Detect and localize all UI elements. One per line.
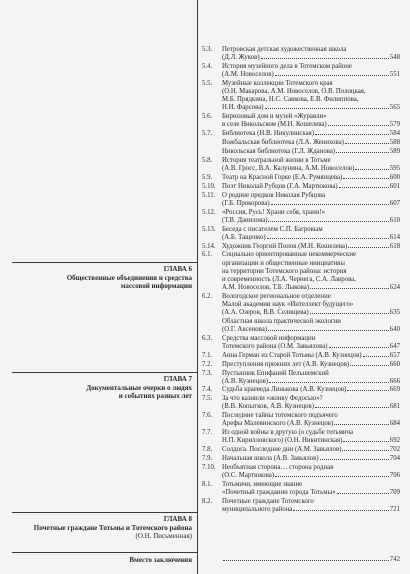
toc-entries	[202, 46, 400, 515]
entry-line	[222, 157, 400, 165]
entry-text: (А.В. Гросс, В.А. Калунина, А.М. Новоселов)	[222, 164, 355, 172]
entry-text: Библиотека (Н.В. Никулинская)	[222, 130, 315, 138]
entry-body	[222, 209, 400, 225]
toc-entry[interactable]	[202, 251, 400, 291]
chapter-6-heading	[67, 265, 192, 291]
toc-entry[interactable]	[202, 556, 400, 564]
toc-entry[interactable]	[202, 446, 400, 454]
toc-entry[interactable]	[202, 395, 400, 411]
toc-entry[interactable]	[202, 63, 400, 79]
toc-entry[interactable]	[202, 183, 400, 191]
entry-body	[222, 455, 400, 463]
dot-leader	[275, 476, 389, 477]
entry-line	[222, 506, 400, 514]
entry-number: 8.1.	[202, 481, 213, 489]
chapter-label: ГЛАВА 6	[163, 265, 192, 273]
entry-line	[222, 46, 400, 54]
entry-text: Малой академии наук «Интеллект будущего»	[222, 300, 354, 308]
dot-leader	[310, 313, 389, 314]
toc-entry[interactable]	[202, 192, 400, 208]
dot-leader	[310, 288, 389, 289]
toc-entry[interactable]	[202, 352, 400, 360]
entry-line	[222, 284, 400, 292]
toc-entry[interactable]	[202, 226, 400, 242]
chapter-title: Общественные объединения и средства	[66, 273, 192, 282]
dot-leader	[271, 204, 389, 205]
entry-body	[222, 318, 400, 334]
entry-body	[222, 130, 400, 138]
entry-text: Преступления прежних лет (А.В. Кузнецов)	[222, 360, 350, 368]
entry-number: 7.1.	[202, 351, 213, 359]
entry-page: 565	[389, 104, 400, 112]
entry-number: 5.8.	[202, 156, 213, 164]
entry-body	[222, 113, 400, 129]
entry-number: 5.12.	[202, 208, 216, 216]
entry-line	[222, 268, 400, 276]
entry-text: Н.И. Фарсова)	[222, 104, 264, 112]
entry-text: «Почетный гражданин города Тотьмы»	[222, 489, 336, 497]
dot-leader	[337, 493, 389, 494]
dot-leader	[345, 143, 389, 144]
entry-line	[222, 71, 400, 79]
entry-number: 5.6.	[202, 113, 213, 121]
entry-body	[222, 293, 400, 317]
toc-entry[interactable]	[202, 293, 400, 317]
entry-number: 6.1.	[202, 251, 213, 259]
conclusion-entry	[202, 556, 400, 565]
entry-line	[222, 370, 400, 378]
entry-line	[222, 361, 400, 369]
toc-entry[interactable]	[202, 157, 400, 173]
entry-number: 8.2.	[202, 498, 213, 506]
entry-body	[222, 63, 400, 79]
chapter-divider	[12, 512, 197, 513]
entry-text: (Г.Б. Прокорова)	[222, 199, 270, 207]
entry-page: 618	[389, 242, 400, 250]
entry-line	[222, 420, 400, 428]
entry-body	[222, 226, 400, 242]
entry-line	[222, 437, 400, 445]
entry-page: 657	[389, 351, 400, 359]
entry-line	[222, 293, 400, 301]
toc-entry[interactable]	[202, 361, 400, 369]
entry-page: 702	[389, 446, 400, 454]
entry-body	[222, 429, 400, 445]
entry-text: (Т.В. Данилова)	[222, 216, 268, 224]
entry-number: 5.3.	[202, 46, 213, 53]
entry-body	[222, 395, 400, 411]
entry-text: Областная школа практической экологии	[222, 317, 341, 325]
toc-entry[interactable]	[202, 498, 400, 514]
entry-text: в селе Никольском (М.Н. Кошелева)	[222, 121, 327, 129]
entry-body	[222, 352, 400, 360]
dot-leader	[343, 178, 389, 179]
entry-line	[222, 200, 400, 208]
entry-text: Солдога. Последние дни (А.М. Завьялов)	[222, 446, 342, 454]
chapter-author: (О.Н. Письменная)	[135, 532, 192, 541]
entry-text: (А.Б. Тащенко)	[222, 233, 266, 241]
chapter-title: Документальные очерки о людях	[86, 383, 192, 392]
toc-entry[interactable]	[202, 148, 400, 156]
chapter-divider	[12, 552, 197, 553]
toc-entry[interactable]	[202, 130, 400, 138]
entry-number: 7.9.	[202, 455, 213, 463]
entry-number: 5.7.	[202, 130, 213, 138]
entry-body	[222, 148, 400, 156]
dot-leader	[265, 108, 389, 109]
entry-line	[222, 234, 400, 242]
entry-body	[222, 464, 400, 480]
chapter-label: ГЛАВА 8	[163, 515, 192, 523]
entry-text: Музейные коллекции Тотемского края	[222, 79, 333, 87]
entry-text: Последние тайны тотемского подъячего	[222, 412, 338, 420]
toc-entry[interactable]	[202, 318, 400, 334]
entry-page: 742	[389, 556, 400, 563]
entry-line	[222, 489, 400, 497]
entry-page: 635	[389, 308, 400, 316]
entry-line	[222, 130, 400, 138]
entry-page: 640	[389, 325, 400, 333]
entry-line	[222, 148, 400, 156]
entry-number: 5.13.	[202, 225, 216, 233]
entry-body	[222, 80, 400, 112]
toc-entry[interactable]	[202, 386, 400, 394]
entry-text: Поэт Николай Рубцов (Г.А. Мартюкова)	[222, 182, 338, 190]
toc-entry[interactable]	[202, 209, 400, 225]
entry-body	[222, 157, 400, 173]
toc-entry[interactable]	[202, 80, 400, 112]
dot-leader	[223, 560, 389, 561]
entry-text: (О.Н. Макарова, А.М. Новоселов, О.В. Полоцкая,	[222, 88, 366, 96]
dot-leader	[339, 187, 389, 188]
dot-leader	[275, 75, 389, 76]
dot-leader	[355, 169, 388, 170]
entry-page: 681	[389, 403, 400, 411]
entry-number: 7.5.	[202, 395, 213, 403]
entry-text: Вожбальская библиотека (Л.А. Женихова)	[222, 139, 344, 147]
chapter-title: массовой информации	[120, 282, 192, 291]
entry-body	[222, 498, 400, 514]
entry-page: 595	[389, 164, 400, 172]
dot-leader	[268, 221, 388, 222]
entry-number: 7.8.	[202, 446, 213, 454]
entry-body	[222, 386, 400, 394]
chapter-title: Почетные граждане Тотьмы и Тотемского района	[33, 523, 192, 532]
entry-text: Почетные граждане Тотемского	[222, 498, 314, 506]
entry-line	[222, 464, 400, 472]
entry-line	[222, 343, 400, 351]
toc-entry[interactable]	[202, 412, 400, 428]
entry-page: 684	[389, 420, 400, 428]
entry-text: (О.С. Мартюкова)	[222, 472, 274, 480]
entry-text: Из одной войны в другую (о судьбе тотьмича	[222, 429, 353, 437]
entry-line	[222, 80, 400, 88]
dot-leader	[267, 238, 389, 239]
toc-entry[interactable]	[202, 429, 400, 445]
entry-line	[222, 88, 400, 96]
conclusion-label: Вместо заключения	[129, 556, 192, 564]
entry-text: муниципального района	[222, 506, 293, 514]
entry-line	[222, 326, 400, 334]
entry-text: организации и общественные инициативы	[222, 259, 345, 267]
dot-leader	[334, 424, 389, 425]
entry-page: 706	[389, 472, 400, 480]
entry-text: (А.В. Кузнецов)	[222, 377, 269, 385]
chapter-divider	[12, 372, 197, 373]
toc-entry[interactable]	[202, 243, 400, 251]
entry-text: (А.А. Озеров, В.В. Селищева)	[222, 308, 309, 316]
dot-leader	[320, 459, 389, 460]
toc-entry[interactable]	[202, 335, 400, 351]
entry-line	[222, 260, 400, 268]
entry-page: 669	[389, 386, 400, 394]
entry-line	[222, 121, 400, 129]
entry-number: 5.14.	[202, 242, 216, 250]
entry-text: А.М. Новоселов, Т.Б. Лыкова)	[222, 283, 310, 291]
entry-line	[222, 352, 400, 360]
entry-line	[222, 243, 400, 251]
entry-line	[222, 217, 400, 225]
entry-page: 709	[389, 489, 400, 497]
dot-leader	[328, 125, 389, 126]
entry-page: 600	[389, 173, 400, 181]
entry-line	[222, 481, 400, 489]
toc-entry[interactable]	[202, 464, 400, 480]
chapter-title: и событиях разных лет	[118, 392, 192, 401]
entry-text: М.Б. Прядкина, Н.С. Савкова, Е.В. Филиппова,	[222, 96, 359, 104]
entry-line	[222, 498, 400, 506]
entry-number: 5.10.	[202, 182, 216, 190]
dot-leader	[342, 450, 388, 451]
entry-page: 589	[389, 147, 400, 155]
entry-number: 5.5.	[202, 79, 213, 87]
column-divider	[197, 0, 198, 574]
chapter-8-heading	[34, 515, 192, 541]
entry-body	[222, 361, 400, 369]
entry-text: Петровская детская художественная школа	[222, 46, 347, 53]
toc-entry[interactable]	[202, 370, 400, 386]
dot-leader	[350, 365, 389, 366]
dot-leader	[347, 390, 388, 391]
entry-page: 548	[389, 54, 400, 62]
entry-page: 647	[389, 342, 400, 350]
entry-line	[222, 113, 400, 121]
entry-page: 666	[389, 377, 400, 385]
entry-body	[222, 251, 400, 291]
conclusion-heading	[129, 556, 192, 564]
entry-body	[222, 139, 400, 147]
entry-line	[222, 403, 400, 411]
entry-text: Необъятная сторона… сторона родная	[222, 464, 334, 472]
dot-leader	[336, 152, 389, 153]
entry-text: (Д.Л. Жуков)	[222, 54, 260, 62]
chapter-divider	[12, 262, 197, 263]
dot-leader	[293, 510, 388, 511]
dot-leader	[329, 347, 389, 348]
entry-body	[222, 335, 400, 351]
chapter-label: ГЛАВА 7	[163, 375, 192, 383]
entry-page: 704	[389, 455, 400, 463]
entry-line	[222, 226, 400, 234]
dot-leader	[268, 330, 389, 331]
entry-page: 584	[389, 130, 400, 138]
entry-line	[222, 318, 400, 326]
entry-text: Бирюзовый дом и музей «Журавли»	[222, 113, 327, 121]
entry-text: Средства массовой информации	[222, 334, 316, 342]
entry-text: Театр на Красной Горке (Е.А. Румянцева)	[222, 173, 343, 181]
entry-page: 588	[389, 139, 400, 147]
entry-text: Беседа с писателем С.П. Багровым	[222, 225, 323, 233]
entry-text: Арефы Малевинского (А.В. Кузнецов)	[222, 420, 334, 428]
entry-line	[222, 309, 400, 317]
entry-text: и современность (Л.А. Чернега, С.А. Лаврова,	[222, 275, 356, 283]
entry-page: 601	[389, 182, 400, 190]
entry-text: История музейного дела в Тотемском районе	[222, 62, 352, 70]
entry-line	[222, 395, 400, 403]
entry-number: 7.3.	[202, 369, 213, 377]
entry-text: Художник Георгий Попов (М.Н. Кошелева)	[222, 242, 348, 250]
entry-line	[222, 165, 400, 173]
entry-text: История театральной жизни в Тотьме	[222, 156, 331, 164]
entry-number: 7.10.	[202, 464, 216, 472]
entry-number: 5.11.	[202, 191, 216, 199]
entry-number: 5.9.	[202, 173, 213, 181]
entry-page: 624	[389, 283, 400, 291]
entry-body	[222, 412, 400, 428]
entry-number: 5.4.	[202, 62, 213, 70]
entry-line	[222, 455, 400, 463]
toc-entry[interactable]	[202, 113, 400, 129]
entry-number: 6.3.	[202, 334, 213, 342]
entry-text: Пустынник Епифаний Пельшемский	[222, 369, 329, 377]
dot-leader	[269, 382, 389, 383]
entry-page: 692	[389, 437, 400, 445]
entry-line	[222, 412, 400, 420]
entry-number: 7.2.	[202, 360, 213, 368]
entry-page: 660	[389, 360, 400, 368]
entry-line	[222, 251, 400, 259]
entry-line	[222, 96, 400, 104]
entry-text: Тотьмичи, имеющие звание	[222, 481, 303, 489]
entry-number: 7.6.	[202, 412, 213, 420]
dot-leader	[363, 356, 389, 357]
entry-text: Тотемского района (О.М. Завьялова)	[222, 342, 328, 350]
entry-line	[222, 556, 400, 564]
entry-text: (О.Г. Аксенова)	[222, 325, 268, 333]
entry-line	[222, 276, 400, 284]
entry-body	[222, 446, 400, 454]
entry-page: 721	[389, 506, 400, 514]
entry-page: 607	[389, 199, 400, 207]
entry-line	[222, 63, 400, 71]
entry-body	[222, 174, 400, 182]
toc-entry[interactable]	[202, 481, 400, 497]
toc-entry[interactable]	[202, 46, 400, 62]
entry-line	[222, 472, 400, 480]
entry-line	[222, 104, 400, 112]
entry-line	[222, 174, 400, 182]
dot-leader	[348, 247, 389, 248]
toc-entry[interactable]	[202, 455, 400, 463]
entry-body	[222, 183, 400, 191]
entry-text: Начальная школа (А.В. Завьялов)	[222, 455, 319, 463]
entry-line	[222, 192, 400, 200]
entry-number: 7.4.	[202, 386, 213, 394]
entry-line	[222, 429, 400, 437]
entry-text: Н.П. Кирилловского) (О.Н. Никитинская)	[222, 437, 343, 445]
entry-line	[222, 301, 400, 309]
entry-text: Социально ориентированные некоммерческие	[222, 251, 357, 259]
dot-leader	[261, 58, 389, 59]
entry-text: «Россия, Русь! Храни себя, храни!»	[222, 208, 326, 216]
entry-body	[222, 192, 400, 208]
entry-text: За что казнили «жонку Федосью»?	[222, 395, 323, 403]
dot-leader	[343, 441, 388, 442]
entry-body	[222, 481, 400, 497]
entry-body	[222, 243, 400, 251]
entry-page: 610	[389, 216, 400, 224]
entry-page: 579	[389, 121, 400, 129]
entry-number: 7.7.	[202, 429, 213, 437]
entry-line	[222, 54, 400, 62]
entry-text: Судьба краеведа Линькова (А.В. Кузнецов)	[222, 386, 347, 394]
dot-leader	[315, 134, 389, 135]
entry-body	[222, 46, 400, 62]
entry-line	[222, 386, 400, 394]
chapter-7-heading	[86, 375, 192, 401]
entry-line	[222, 139, 400, 147]
entry-body	[222, 370, 400, 386]
entry-text: (В.В. Копытков, А.В. Кузнецов)	[222, 403, 314, 411]
toc-entry[interactable]	[202, 139, 400, 147]
entry-text: Никольская библиотека (Г.Л. Жданова)	[222, 147, 336, 155]
toc-entry[interactable]	[202, 174, 400, 182]
entry-body	[222, 556, 400, 564]
entry-page: 614	[389, 233, 400, 241]
entry-page: 551	[389, 71, 400, 79]
entry-text: Вологодское региональное отделение	[222, 292, 331, 300]
entry-line	[222, 183, 400, 191]
entry-line	[222, 446, 400, 454]
entry-text: О родине предков Николая Рубцова	[222, 191, 326, 199]
entry-line	[222, 209, 400, 217]
entry-line	[222, 335, 400, 343]
entry-line	[222, 378, 400, 386]
entry-text: (А.М. Новоселов)	[222, 71, 274, 79]
entry-text: на территории Тотемского района: история	[222, 267, 347, 275]
entry-text: Анна Герман из Старой Тотьмы (А.В. Кузнецов)	[222, 351, 362, 359]
entry-number: 6.2.	[202, 292, 213, 300]
dot-leader	[315, 407, 389, 408]
